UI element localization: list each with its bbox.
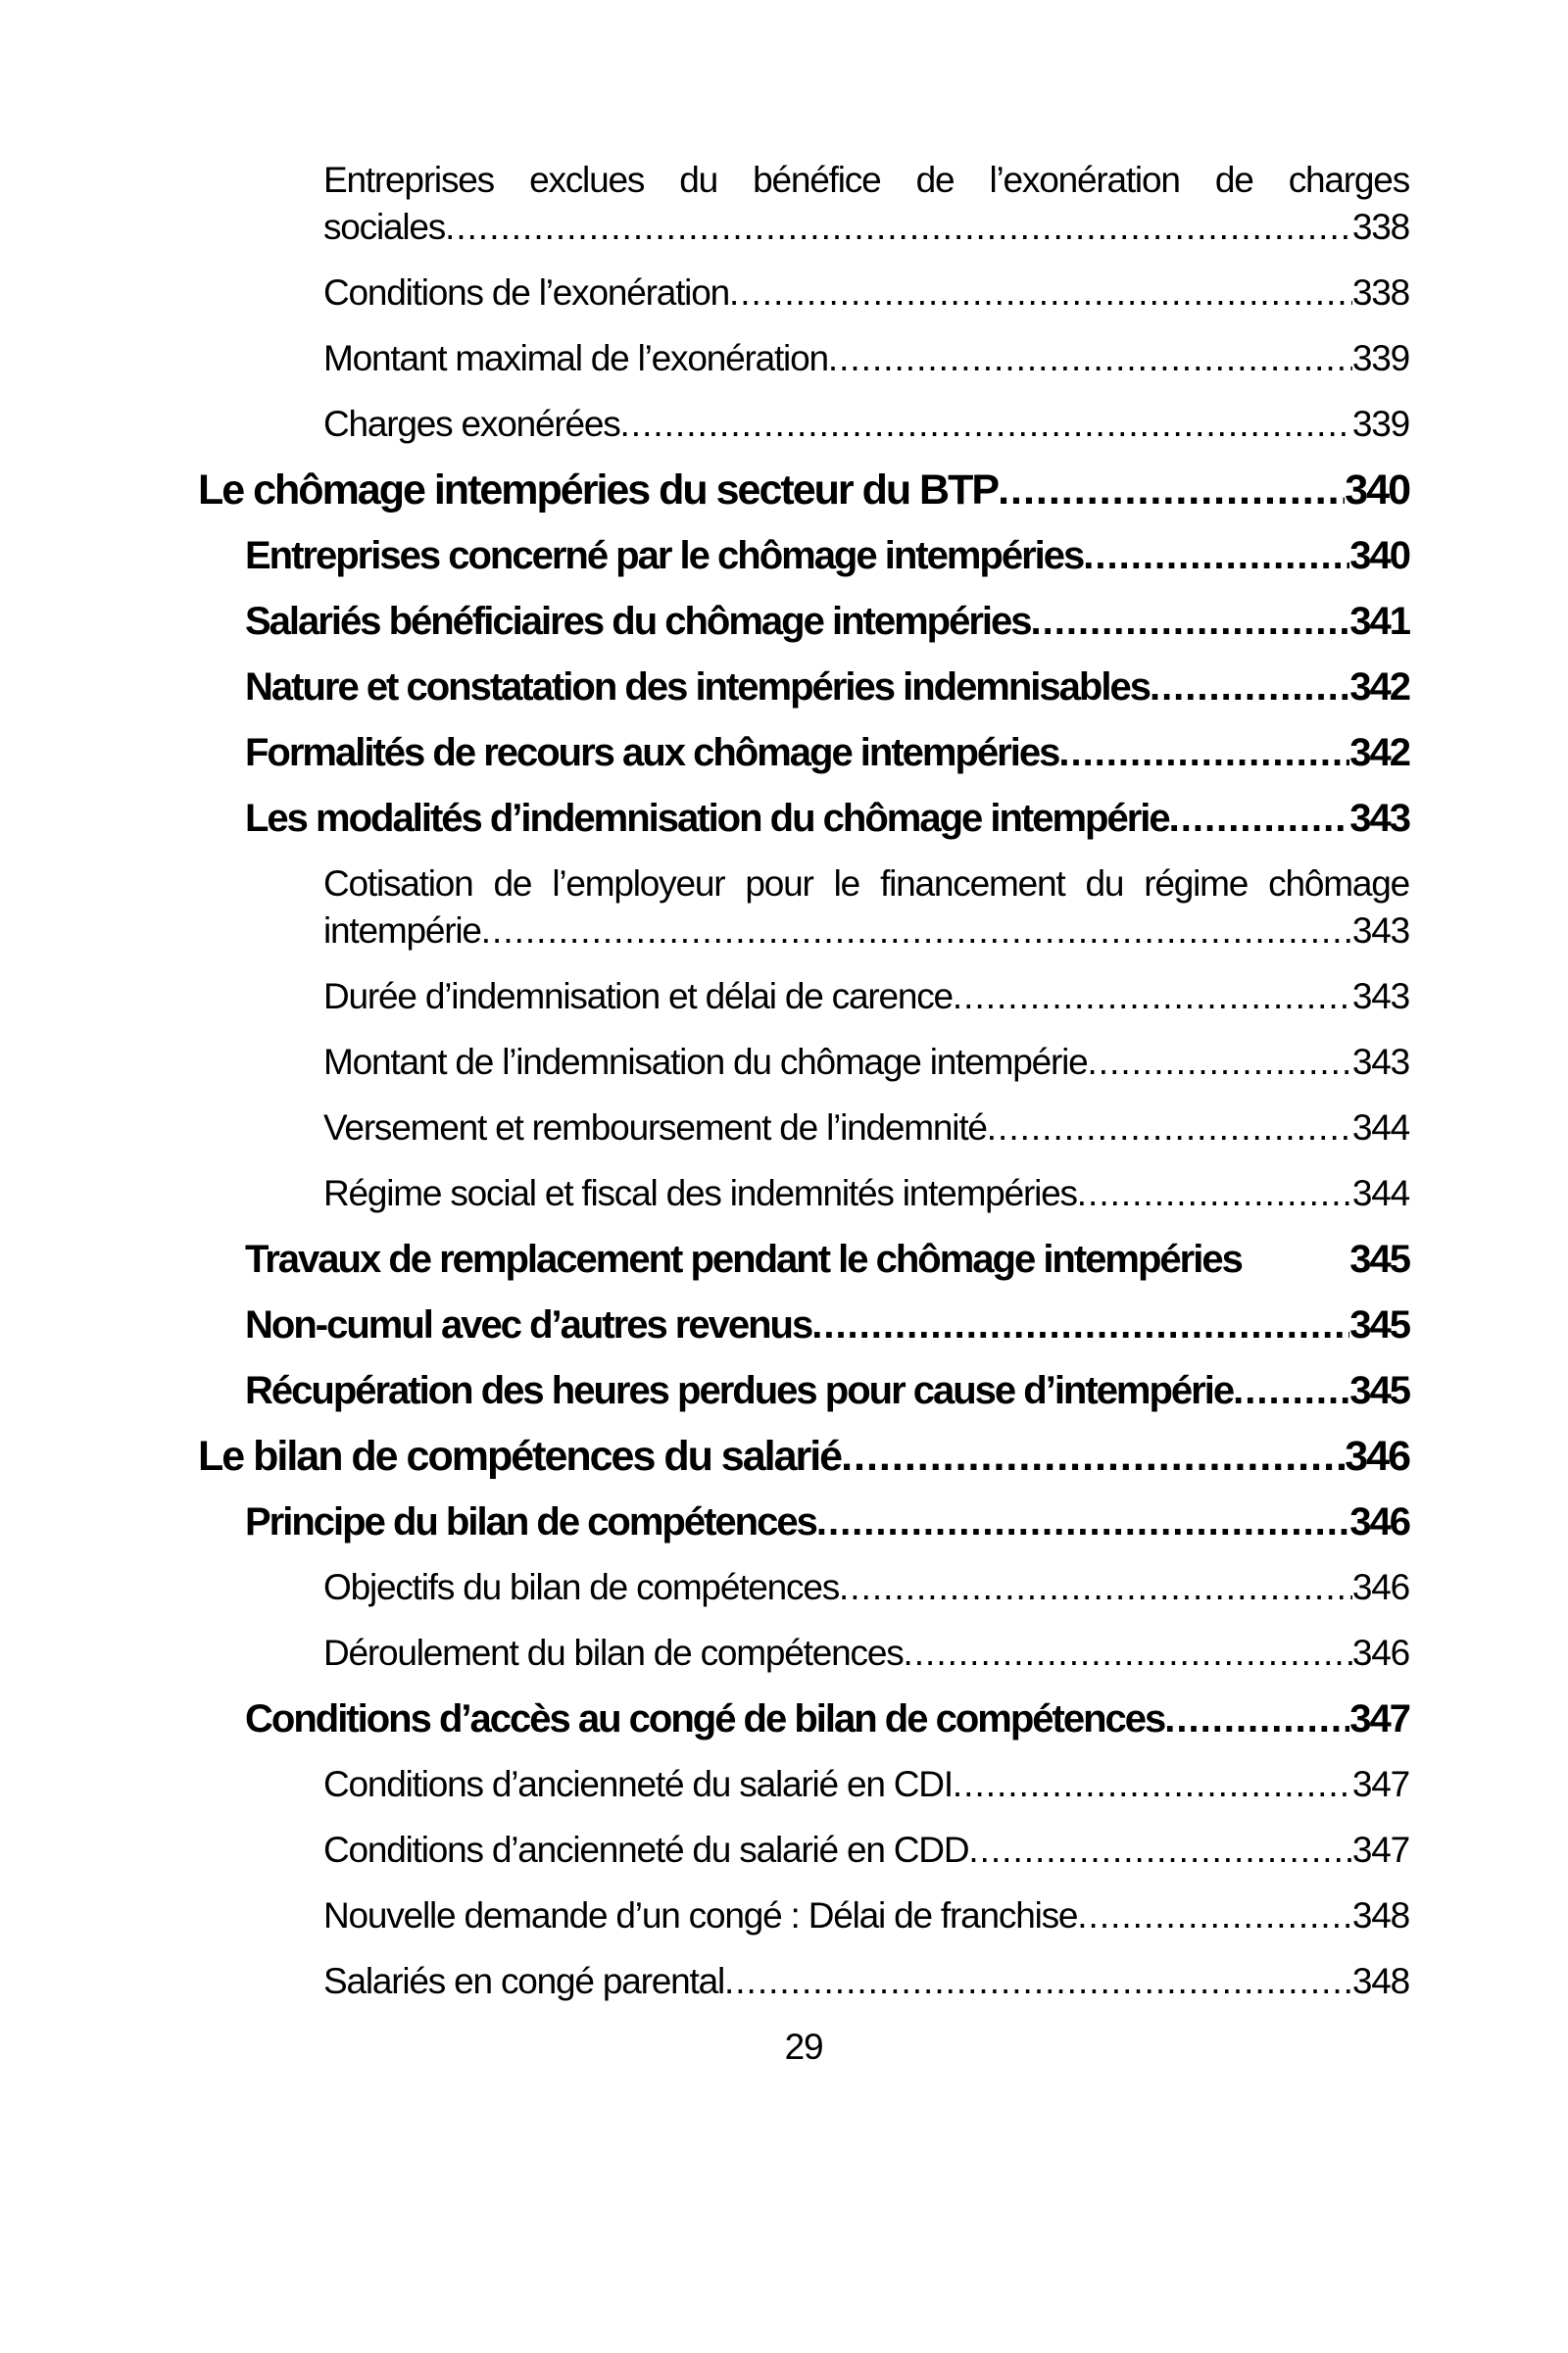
toc-entry-label: Durée d’indemnisation et délai de carence	[323, 976, 953, 1016]
toc-entry-label: Conditions d’accès au congé de bilan de compétences	[245, 1697, 1165, 1740]
toc-entry-label: Formalités de recours aux chômage intempéries	[245, 731, 1059, 774]
toc-entry-page: 343	[1349, 797, 1409, 840]
toc-entry	[198, 270, 1409, 317]
dot-leader	[904, 1630, 1352, 1677]
toc-entry-page: 347	[1351, 1830, 1409, 1870]
toc-entry	[198, 1892, 1409, 1939]
toc-entry	[198, 1827, 1409, 1874]
toc-entry	[198, 973, 1409, 1020]
toc-entry-label: Montant maximal de l’exonération	[323, 338, 828, 378]
toc-entry	[198, 795, 1409, 842]
toc-entry-label: Travaux de remplacement pendant le chômage intempéries	[245, 1238, 1242, 1281]
dot-leader	[729, 270, 1352, 317]
toc-entry-page: 344	[1351, 1107, 1409, 1148]
toc-entry-page: 346	[1345, 1433, 1409, 1480]
toc-entry-label: Nature et constatation des intempéries indemnisables	[245, 665, 1150, 709]
toc-entry-row	[323, 401, 1409, 448]
toc-entry	[198, 1958, 1409, 2005]
toc-entry	[198, 1039, 1409, 1086]
toc-entry-row	[245, 1498, 1409, 1545]
dot-leader	[1077, 1170, 1352, 1217]
dot-leader	[481, 907, 1352, 955]
toc-entry	[198, 1236, 1409, 1283]
toc-entry-row	[323, 907, 1409, 955]
toc-entry-label: Le chômage intempéries du secteur du BTP	[198, 466, 999, 514]
toc-entry-label: Salariés en congé parental	[323, 1961, 724, 2001]
toc-entry-row	[198, 466, 1409, 514]
toc-entry-row	[323, 335, 1409, 382]
toc-entry-label: sociales	[323, 207, 446, 247]
toc-entry-row	[245, 1367, 1409, 1414]
toc-entry-row	[323, 1564, 1409, 1611]
toc-entry-label: Conditions d’ancienneté du salarié en CDD	[323, 1830, 969, 1870]
toc-entry-page: 346	[1351, 1633, 1409, 1673]
dot-leader	[1058, 729, 1349, 776]
toc-entry	[198, 335, 1409, 382]
toc-entry-row	[245, 1236, 1409, 1283]
dot-leader	[1077, 1892, 1352, 1939]
toc-entry	[198, 1433, 1409, 1480]
toc-entry	[198, 1104, 1409, 1152]
toc-entry-label: Montant de l’indemnisation du chômage intempérie	[323, 1042, 1088, 1082]
table-of-contents	[198, 157, 1409, 2071]
toc-entry-label: Objectifs du bilan de compétences	[323, 1567, 840, 1607]
toc-entry-row	[323, 1892, 1409, 1939]
dot-leader	[839, 1564, 1352, 1611]
toc-entry-page: 342	[1349, 731, 1409, 774]
dot-leader	[445, 204, 1352, 251]
toc-entry-row	[323, 973, 1409, 1020]
toc-entry-page: 340	[1349, 534, 1409, 577]
toc-entry-row	[323, 1958, 1409, 2005]
toc-entry-page: 341	[1349, 600, 1409, 643]
toc-entry	[198, 466, 1409, 514]
toc-entry-page: 344	[1351, 1173, 1409, 1213]
toc-entry-row	[323, 1827, 1409, 1874]
toc-entry-label: Nouvelle demande d’un congé : Délai de franchise	[323, 1895, 1078, 1936]
toc-entry	[198, 663, 1409, 711]
toc-entry-label: Conditions de l’exonération	[323, 272, 729, 313]
toc-entry-label: intempérie	[323, 910, 481, 951]
toc-entry-row	[245, 1695, 1409, 1742]
dot-leader	[1083, 532, 1349, 579]
toc-entry	[198, 1630, 1409, 1677]
toc-entry-page: 339	[1351, 338, 1409, 378]
toc-entry	[198, 401, 1409, 448]
toc-entry-page: 339	[1351, 404, 1409, 444]
toc-entry	[198, 1564, 1409, 1611]
toc-entry-page: 340	[1345, 466, 1409, 514]
dot-leader	[953, 1761, 1352, 1808]
toc-entry	[198, 1695, 1409, 1742]
toc-entry-row	[323, 1761, 1409, 1808]
toc-entry-row	[323, 270, 1409, 317]
toc-entry-row	[245, 598, 1409, 645]
toc-entry-label: Entreprises concerné par le chômage intempéries	[245, 534, 1084, 577]
toc-entry	[198, 860, 1409, 955]
toc-entry-row	[245, 795, 1409, 842]
dot-leader	[1233, 1367, 1349, 1414]
toc-entry-page: 347	[1351, 1764, 1409, 1804]
toc-entry-wrap-line: Cotisation de l’employeur pour le financement du régime chômage	[323, 863, 1409, 904]
toc-entry-page: 348	[1351, 1895, 1409, 1936]
toc-entry-label: Déroulement du bilan de compétences	[323, 1633, 904, 1673]
toc-entry-label: Conditions d’ancienneté du salarié en CDI	[323, 1764, 953, 1804]
toc-entry-label: Les modalités d’indemnisation du chômage intempérie	[245, 797, 1169, 840]
toc-entry-label: Charges exonérées	[323, 404, 620, 444]
toc-entry-page: 343	[1351, 910, 1409, 951]
toc-entry-page: 345	[1349, 1303, 1409, 1347]
dot-leader	[987, 1104, 1352, 1152]
toc-entry-page: 343	[1351, 976, 1409, 1016]
dot-leader	[811, 1301, 1349, 1348]
toc-entry-label: Non-cumul avec d’autres revenus	[245, 1303, 812, 1347]
dot-leader	[841, 1433, 1345, 1480]
dot-leader	[1150, 663, 1349, 711]
toc-entry-page: 343	[1351, 1042, 1409, 1082]
toc-entry	[198, 729, 1409, 776]
toc-entry-page: 348	[1351, 1961, 1409, 2001]
toc-entry-label: Régime social et fiscal des indemnités intempéries	[323, 1173, 1077, 1213]
toc-entry-page: 345	[1349, 1238, 1409, 1281]
toc-entry-row	[198, 1433, 1409, 1480]
toc-entry-label: Versement et remboursement de l’indemnité	[323, 1107, 987, 1148]
toc-entry-row	[245, 532, 1409, 579]
dot-leader	[816, 1498, 1349, 1545]
toc-entry	[198, 1367, 1409, 1414]
toc-entry-label: Principe du bilan de compétences	[245, 1500, 816, 1544]
toc-entry	[198, 1761, 1409, 1808]
toc-list	[198, 157, 1409, 2005]
page-number-footer: 29	[784, 2027, 823, 2067]
toc-entry-row	[323, 1039, 1409, 1086]
toc-entry	[198, 1170, 1409, 1217]
toc-entry-page: 347	[1349, 1697, 1409, 1740]
dot-leader	[828, 335, 1352, 382]
toc-entry-label: Le bilan de compétences du salarié	[198, 1433, 842, 1480]
toc-entry-page: 338	[1351, 272, 1409, 313]
toc-entry	[198, 532, 1409, 579]
toc-entry-row	[323, 204, 1409, 251]
toc-entry	[198, 1301, 1409, 1348]
dot-leader	[998, 466, 1345, 514]
toc-entry-row	[245, 663, 1409, 711]
toc-entry-page: 342	[1349, 665, 1409, 709]
toc-entry	[198, 157, 1409, 251]
toc-entry-page: 338	[1351, 207, 1409, 247]
dot-leader	[620, 401, 1352, 448]
toc-entry-row	[323, 1104, 1409, 1152]
toc-entry-row	[323, 1630, 1409, 1677]
toc-entry-row	[323, 1170, 1409, 1217]
toc-entry-page: 346	[1349, 1500, 1409, 1544]
toc-entry-row	[245, 1301, 1409, 1348]
toc-entry	[198, 598, 1409, 645]
dot-leader	[1164, 1695, 1349, 1742]
toc-entry-label: Salariés bénéficiaires du chômage intempéries	[245, 600, 1031, 643]
toc-entry-page: 346	[1351, 1567, 1409, 1607]
toc-entry-wrap-line: Entreprises exclues du bénéfice de l’exonération de charges	[323, 160, 1409, 200]
dot-leader	[1169, 795, 1350, 842]
toc-entry	[198, 1498, 1409, 1545]
toc-entry-label: Récupération des heures perdues pour cause d’intempérie	[245, 1369, 1234, 1412]
dot-leader	[1030, 598, 1349, 645]
toc-entry-row	[245, 729, 1409, 776]
dot-leader	[968, 1827, 1352, 1874]
dot-leader	[1088, 1039, 1352, 1086]
dot-leader	[953, 973, 1352, 1020]
toc-entry-page: 345	[1349, 1369, 1409, 1412]
dot-leader	[724, 1958, 1352, 2005]
